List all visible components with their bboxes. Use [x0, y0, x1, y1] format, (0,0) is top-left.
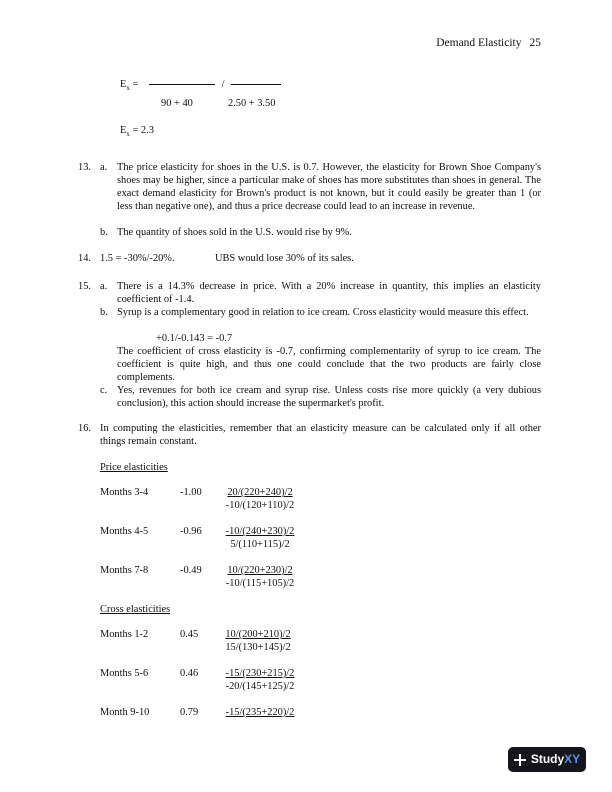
- cross-row-fraction: $\frac{-15/(230+215)/2}{-20/(145+125)/2}$: [225, 668, 295, 692]
- q15-b-text2: The coefficient of cross elasticity is -0.7, confirming complementarity of syrup to ice cream. The coefficient is quite high, and thus one could conclude that the two products are fairly close complements.: [117, 346, 541, 383]
- price-row-value: -1.00: [180, 487, 202, 498]
- numerator-rule-2: [231, 84, 281, 85]
- q16-text: In computing the elasticities, remember that an elasticity measure can be calculated only if all other things remain constant.: [100, 423, 541, 447]
- header-title: Demand Elasticity: [436, 37, 522, 49]
- cross-row-value: 0.45: [180, 629, 199, 640]
- price-row-value: -0.49: [180, 565, 202, 576]
- price-row-fraction: $\frac{20/(220+240)/2}{-10/(120+110)/2}$: [225, 487, 295, 511]
- denominator-1: 90 + 40: [161, 98, 193, 109]
- q15-b-label: b.: [100, 307, 108, 318]
- price-row-period: Months 3-4: [100, 487, 149, 498]
- q15-c-text: Yes, revenues for both ice cream and syrup rise. Unless costs rise more quickly (a very dubious conclusion), this action should increase the supermarket's profit.: [117, 385, 541, 409]
- cross-row-period: Months 5-6: [100, 668, 149, 679]
- cross-elasticities-heading: Cross elasticities: [100, 604, 171, 615]
- q15-c-label: c.: [100, 385, 108, 396]
- q15-b-text: Syrup is a complementary good in relation to ice cream. Cross elasticity would measure this effect.: [117, 307, 529, 318]
- q14-text: UBS would lose 30% of its sales.: [215, 253, 354, 264]
- elasticity-result: $E_x = 2.3$: [120, 125, 154, 139]
- q13-number: 13.: [78, 162, 91, 173]
- brand-name: StudyXY: [530, 752, 581, 766]
- studyxy-badge[interactable]: [508, 747, 586, 772]
- denominator-2: 2.50 + 3.50: [228, 98, 276, 109]
- cross-row-period: Month 9-10: [100, 707, 150, 718]
- cross-row-fraction: $\frac{10/(200+210)/2}{15/(130+145)/2}$: [225, 629, 291, 653]
- price-row-fraction: $\frac{10/(220+230)/2}{-10/(115+105)/2}$: [225, 565, 295, 589]
- cross-row-value: 0.46: [180, 668, 199, 679]
- price-row-value: -0.96: [180, 526, 202, 537]
- numerator-rule: [149, 84, 215, 85]
- q16-number: 16.: [78, 423, 91, 434]
- q15-number: 15.: [78, 281, 91, 292]
- q14-equation: 1.5 = -30%/-20%.: [100, 253, 175, 264]
- q14-number: 14.: [78, 253, 91, 264]
- q13-b-label: b.: [100, 227, 108, 238]
- q15-a-label: a.: [100, 281, 108, 292]
- cross-row-value: 0.79: [180, 707, 199, 718]
- price-row-period: Months 4-5: [100, 526, 149, 537]
- q13-a-label: a.: [100, 162, 108, 173]
- price-row-fraction: $\frac{-10/(240+230)/2}{5/(110+115)/2}$: [225, 526, 295, 550]
- cross-row-period: Months 1-2: [100, 629, 149, 640]
- q15-a-text: There is a 14.3% decrease in price. With a 20% increase in quantity, this implies an elasticity coefficient of -1.4.: [117, 281, 541, 305]
- page-header: [436, 37, 541, 50]
- price-row-period: Months 7-8: [100, 565, 149, 576]
- cross-row-fraction: -15/(235+220)/2: [225, 707, 295, 718]
- q13-a-text: The price elasticity for shoes in the U.S. is 0.7. However, the elasticity for Brown Shoe Company's shoes may be higher, since a particular make of shoes has more substitutes than shoes in general. The exact demand elasticity for Brown's product is not known, but it could easily be greater than 1 (or less than negative one), and thus a price decrease could lead to an increase in revenue.: [117, 162, 541, 212]
- q15-b-equation: +0.1/-0.143 = -0.7: [156, 333, 233, 344]
- elasticity-equation: $E_x$ = /: [120, 78, 281, 95]
- price-elasticities-heading: Price elasticities: [100, 462, 168, 473]
- q13-b-text: The quantity of shoes sold in the U.S. would rise by 9%.: [117, 227, 352, 238]
- page-number: 25: [529, 37, 541, 49]
- plus-icon: [514, 754, 526, 766]
